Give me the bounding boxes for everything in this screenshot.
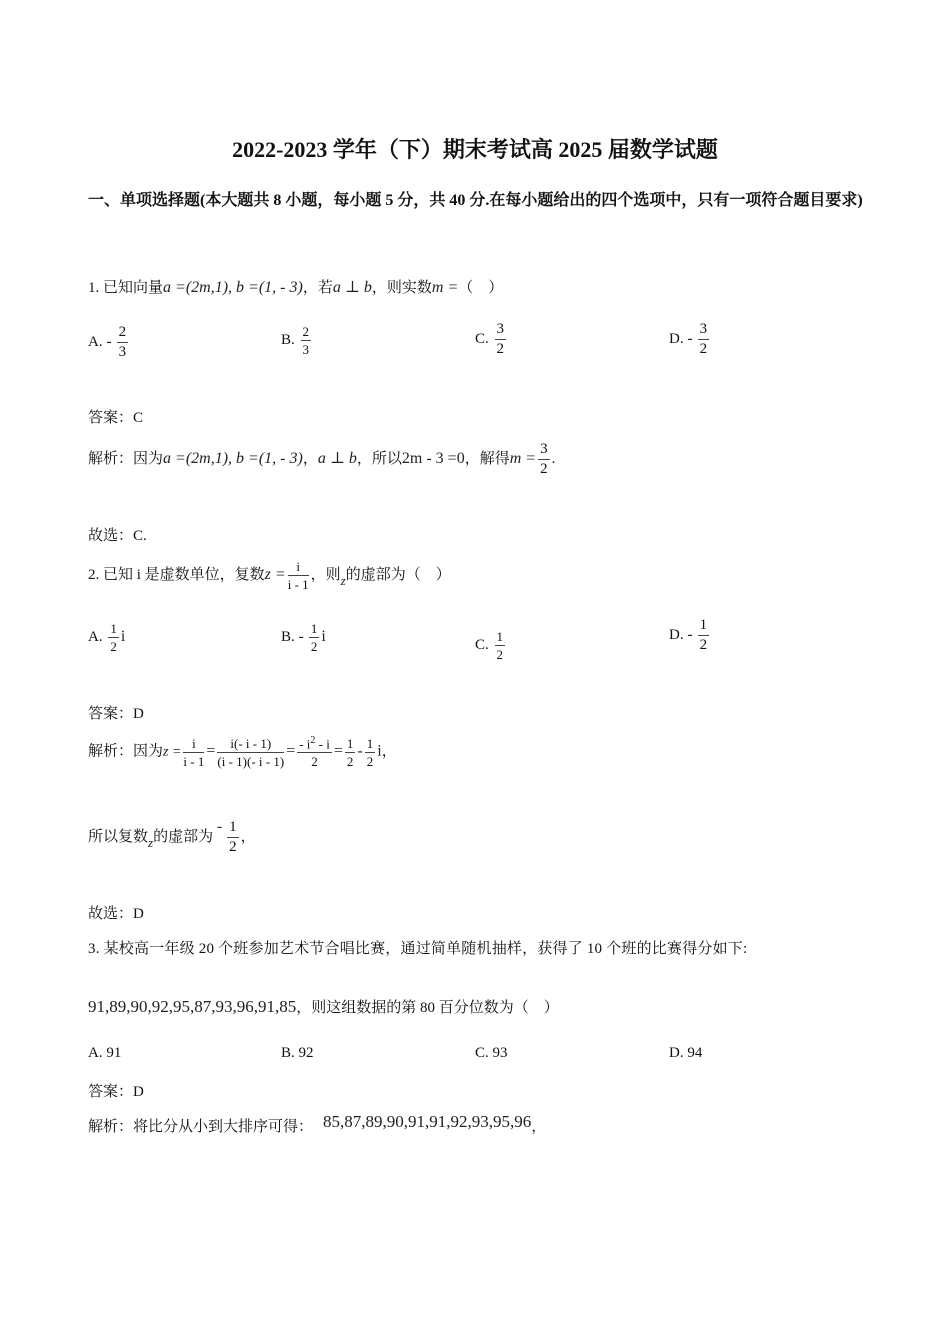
q1-option-d: D. - $\frac{3}{2}$ <box>669 321 708 357</box>
q2-option-b: B. - $\frac{1}{2}$ i <box>281 621 326 654</box>
fraction: $\frac{1}{2}$ <box>346 735 354 769</box>
q2-analysis: 解析：因为z = $\frac{i}{i - 1}$ = $\frac{i(- i - 1)}{(i - 1)(- i - 1)}$ = $\frac{- i^2 - i}{2}$ = $\frac{1}{2}$ - $\frac{1}{2}$ i， <box>88 735 397 770</box>
q1-option-c: C. $\frac{3}{2}$ <box>475 321 505 357</box>
fraction: $\frac{i(- i - 1)}{(i - 1)(- i - 1)}$ <box>217 735 285 769</box>
fraction: $\frac{- i^2 - i}{2}$ <box>299 735 330 770</box>
fraction: $\frac{1}{2}$ <box>229 819 237 856</box>
q2-answer: 答案：D <box>88 706 144 722</box>
fraction: $\frac{i}{i - 1}$ <box>183 735 205 769</box>
q1-m-eq: m = <box>431 279 459 296</box>
fraction: $\frac{1}{2}$ <box>310 621 318 654</box>
q3-answer: 答案：D <box>88 1084 144 1100</box>
q2-option-c: C. $\frac{1}{2}$ <box>475 629 504 662</box>
q1-stem-prefix: 1. 已知向量 <box>88 280 164 296</box>
fraction: $\frac{3}{2}$ <box>496 321 505 357</box>
section-heading: 一、单项选择题(本大题共 8 小题，每小题 5 分，共 40 分.在每小题给出的四个选项中，只有一项符合题目要求) <box>88 192 863 209</box>
fraction: $\frac{2}{3}$ <box>118 324 127 360</box>
question-3-stem: 3. 某校高一年级 20 个班参加艺术节合唱比赛，通过简单随机抽样，获得了 10 个班的比赛得分如下: <box>88 941 748 957</box>
q1-conclusion: 故选：C. <box>88 528 147 544</box>
q1-option-b: B. $\frac{2}{3}$ <box>281 324 310 357</box>
q1-analysis: 解析：因为a =(2m,1), b =(1, - 3)，a ⊥ b，所以2m - 3 =0，解得m = $\frac{3}{2}$ . <box>88 441 556 477</box>
fraction: $\frac{1}{2}$ <box>366 735 374 769</box>
q3-option-b: B. 92 <box>281 1045 314 1061</box>
q1-paren: （ ） <box>458 280 504 296</box>
q3-option-c: C. 93 <box>475 1045 508 1061</box>
q1-answer: 答案：C <box>88 410 144 426</box>
question-2-stem: 2. 已知 i 是虚数单位，复数z = $\frac{i}{i - 1}$ ，则z的虚部为（ ） <box>88 559 451 592</box>
question-1-stem <box>88 276 503 297</box>
question-3-data: 91,89,90,92,95,87,93,96,91,85，则这组数据的第 80 百分位数为（ ） <box>88 997 559 1016</box>
fraction: $\frac{3}{2}$ <box>699 321 708 357</box>
q1-perp: a ⊥ b <box>332 279 372 296</box>
fraction: $\frac{1}{2}$ <box>699 617 708 653</box>
q1-stem-mid2: ，则实数 <box>371 280 432 296</box>
fraction: $\frac{3}{2}$ <box>540 441 548 477</box>
q2-option-d: D. - $\frac{1}{2}$ <box>669 617 708 653</box>
fraction: $\frac{2}{3}$ <box>302 324 310 357</box>
q3-option-d: D. 94 <box>669 1045 703 1061</box>
q2-analysis-line2: 所以复数z的虚部为 - $\frac{1}{2}$ ， <box>88 818 256 856</box>
q1-option-a: A. - $\frac{2}{3}$ <box>88 324 127 360</box>
page-title: 2022-2023 学年（下）期末考试高 2025 届数学试题 <box>232 137 718 162</box>
q1-vectors: a =(2m,1), b =(1, - 3) <box>163 279 303 296</box>
q2-option-a: A. $\frac{1}{2}$ i <box>88 621 126 654</box>
q2-conclusion: 故选：D <box>88 906 144 922</box>
q1-stem-mid: ，若 <box>302 280 333 296</box>
fraction: $\frac{i}{i - 1}$ <box>287 559 309 592</box>
q3-analysis: 解析：将比分从小到大排序可得： 85,87,89,90,91,91,92,93,95,96， <box>88 1112 547 1135</box>
q3-option-a: A. 91 <box>88 1045 122 1061</box>
fraction: $\frac{1}{2}$ <box>496 629 504 662</box>
fraction: $\frac{1}{2}$ <box>110 621 117 654</box>
